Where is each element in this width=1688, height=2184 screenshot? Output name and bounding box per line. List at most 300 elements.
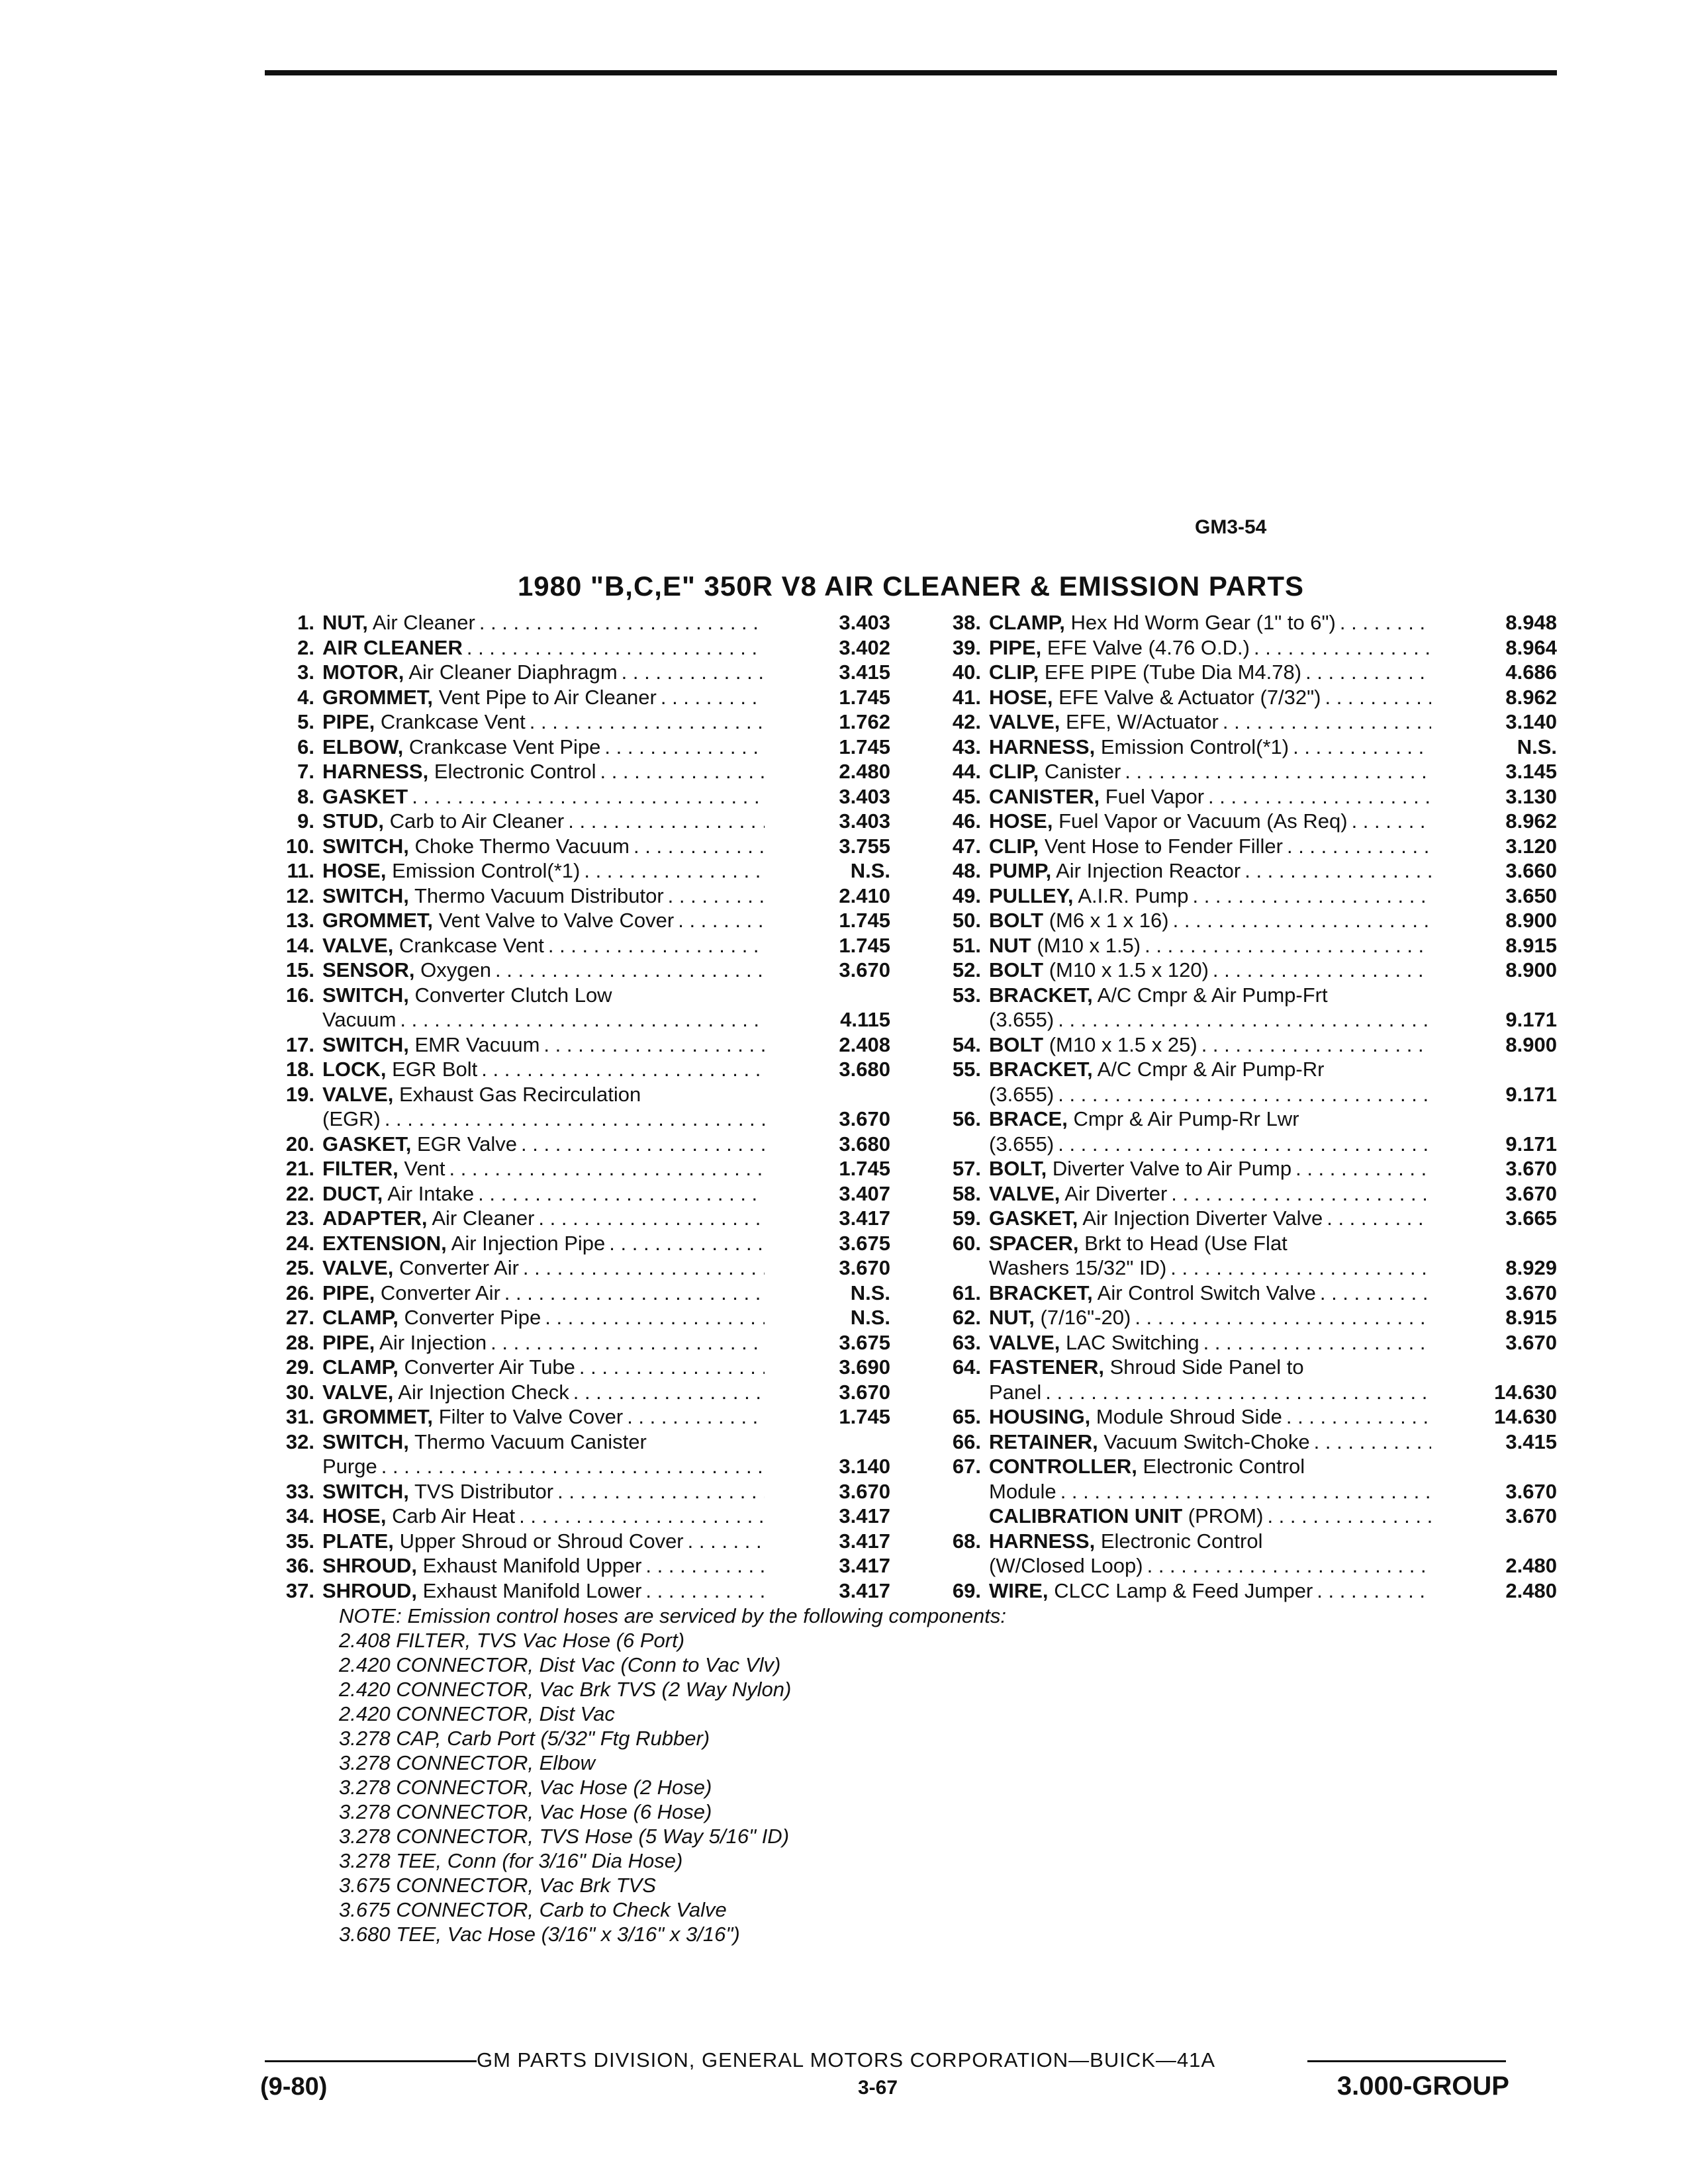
part-detail: Cmpr & Air Pump-Rr Lwr [1073, 1107, 1299, 1130]
item-description [322, 1132, 765, 1157]
part-name: ELBOW, [322, 735, 404, 758]
part-name: CALIBRATION UNIT [989, 1504, 1183, 1527]
leader-dots [412, 784, 765, 809]
item-number: 20. [285, 1132, 314, 1156]
part-item [927, 1305, 1562, 1330]
note-line: 3.675 CONNECTOR, Carb to Check Valve [339, 1898, 727, 1921]
item-number: 34. [285, 1504, 314, 1527]
part-item [927, 635, 1562, 660]
part-detail: EFE, W/Actuator [1066, 710, 1219, 733]
part-detail: Hex Hd Worm Gear (1" to 6") [1070, 611, 1336, 634]
part-item [927, 884, 1562, 909]
part-detail: Carb to Air Cleaner [389, 809, 565, 833]
leader-dots [1058, 1082, 1431, 1107]
item-number: 60. [952, 1231, 981, 1255]
group-number: 3.403 [839, 784, 890, 808]
item-description [322, 1529, 765, 1554]
part-item [260, 1231, 896, 1256]
part-name: RETAINER, [989, 1430, 1098, 1453]
part-name: NUT [989, 933, 1031, 957]
part-detail: (7/16"-20) [1040, 1306, 1131, 1329]
part-name: PIPE, [322, 1281, 375, 1304]
part-name: VALVE, [989, 1330, 1060, 1354]
item-number: 59. [952, 1206, 981, 1230]
item-number: 9. [297, 809, 314, 833]
item-description [322, 660, 765, 685]
part-name: BOLT [989, 909, 1044, 932]
group-number: 3.755 [839, 834, 890, 858]
item-number: 57. [952, 1157, 981, 1180]
item-number: 2. [297, 635, 314, 659]
part-item [260, 685, 896, 710]
part-name: GROMMET, [322, 1405, 434, 1428]
part-name: WIRE, [989, 1578, 1049, 1602]
group-number: 3.690 [839, 1355, 890, 1379]
leader-dots [479, 610, 765, 635]
group-number: 1.745 [839, 735, 890, 758]
group-number: 3.415 [839, 660, 890, 684]
part-name: BOLT, [989, 1157, 1047, 1180]
item-description [322, 1156, 765, 1181]
group-number: 3.680 [839, 1132, 890, 1156]
item-number: 11. [287, 859, 314, 882]
item-number: 37. [285, 1578, 314, 1602]
part-item [927, 1206, 1562, 1231]
item-description [989, 1032, 1431, 1058]
part-item [260, 1032, 896, 1058]
note-line: 3.278 CONNECTOR, TVS Hose (5 Way 5/16" ID) [339, 1825, 790, 1848]
item-number: 26. [285, 1281, 314, 1304]
item-number: 32. [285, 1430, 314, 1453]
note-heading: NOTE: Emission control hoses are serviced by the following components: [339, 1604, 1006, 1627]
group-number: 1.745 [839, 1405, 890, 1428]
group-number: 1.745 [839, 1157, 890, 1180]
group-number: 3.140 [839, 1455, 890, 1478]
part-item [927, 1529, 1562, 1578]
part-item [260, 933, 896, 958]
part-item [260, 1206, 896, 1231]
group-number: 3.140 [1505, 710, 1557, 733]
group-number: 3.670 [1505, 1504, 1557, 1527]
item-number: 44. [952, 760, 981, 783]
item-number: 56. [952, 1107, 981, 1130]
part-detail: Canister [1044, 760, 1121, 783]
part-name: VALVE, [989, 710, 1060, 733]
leader-dots [1208, 784, 1431, 809]
note-line: 3.278 CONNECTOR, Vac Hose (2 Hose) [339, 1776, 712, 1799]
part-item [927, 784, 1562, 809]
item-number: 28. [285, 1330, 314, 1354]
group-number: 8.915 [1505, 1306, 1557, 1329]
item-number: 1. [297, 611, 314, 634]
part-name: PULLEY, [989, 884, 1074, 907]
item-number: 29. [285, 1355, 314, 1379]
group-number: 3.665 [1505, 1206, 1557, 1230]
part-item [260, 1281, 896, 1306]
leader-dots [627, 1404, 765, 1430]
leader-dots [481, 1057, 765, 1082]
item-description [322, 1380, 765, 1405]
item-description [989, 1454, 1431, 1504]
part-detail: (M10 x 1.5 x 120) [1049, 958, 1209, 981]
part-item [927, 660, 1562, 685]
part-name: SHROUD, [322, 1578, 417, 1602]
part-item [260, 1082, 896, 1132]
part-detail: (M6 x 1 x 16) [1049, 909, 1169, 932]
leader-dots [1244, 858, 1431, 884]
part-detail: Panel [989, 1380, 1042, 1404]
part-name: BRACE, [989, 1107, 1068, 1130]
group-number: 9.171 [1505, 1008, 1557, 1031]
item-number: 18. [285, 1058, 314, 1081]
part-item [260, 735, 896, 760]
part-detail: Vent Pipe to Air Cleaner [438, 685, 657, 709]
part-detail: Purge [322, 1455, 377, 1478]
part-name: SWITCH, [322, 983, 409, 1007]
part-item [927, 759, 1562, 784]
part-name: BOLT [989, 1032, 1044, 1056]
item-description [989, 908, 1431, 933]
item-description [322, 1404, 765, 1430]
part-item [260, 1479, 896, 1504]
group-number: 14.630 [1494, 1405, 1557, 1428]
part-detail: Crankcase Vent [380, 710, 526, 733]
item-description [989, 1504, 1431, 1529]
part-detail: Fuel Vapor or Vacuum (As Req) [1058, 809, 1348, 833]
item-description [322, 983, 765, 1032]
item-description [322, 1181, 765, 1206]
group-number: 2.480 [839, 760, 890, 783]
part-name: CONTROLLER, [989, 1455, 1137, 1478]
part-item [260, 884, 896, 909]
note-line: 2.408 FILTER, TVS Vac Hose (6 Port) [339, 1629, 685, 1652]
item-number: 54. [952, 1032, 981, 1056]
part-item [927, 1404, 1562, 1430]
part-detail: Electronic Control [434, 760, 596, 783]
part-item [260, 1578, 896, 1604]
part-name: CANISTER, [989, 784, 1100, 808]
item-description [322, 834, 765, 859]
leader-dots [1340, 610, 1431, 635]
item-description [989, 1305, 1431, 1330]
note-line: 3.675 CONNECTOR, Vac Brk TVS [339, 1874, 656, 1897]
part-item [260, 1305, 896, 1330]
part-detail: Electronic Control [1143, 1455, 1305, 1478]
part-name: BOLT [989, 958, 1044, 981]
part-name: PIPE, [989, 635, 1042, 659]
part-detail: A.I.R. Pump [1078, 884, 1189, 907]
leader-dots [545, 1305, 765, 1330]
part-detail: EGR Bolt [392, 1058, 478, 1081]
item-number: 22. [285, 1181, 314, 1205]
part-name: VALVE, [322, 933, 394, 957]
leader-dots [668, 884, 765, 909]
leader-dots [1293, 735, 1431, 760]
item-number: 39. [952, 635, 981, 659]
item-description [322, 1281, 765, 1306]
group-number: 3.407 [839, 1181, 890, 1205]
part-item [927, 1032, 1562, 1058]
part-item [260, 908, 896, 933]
item-description [322, 908, 765, 933]
leader-dots [584, 858, 765, 884]
group-number: 3.670 [839, 1380, 890, 1404]
part-detail: Module Shroud Side [1096, 1405, 1282, 1428]
note-line: 3.680 TEE, Vac Hose (3/16" x 3/16" x 3/16") [339, 1923, 740, 1946]
part-item [927, 1578, 1562, 1604]
item-description [989, 685, 1431, 710]
leader-dots [1203, 1330, 1431, 1355]
item-number: 48. [952, 859, 981, 882]
group-number: 3.417 [839, 1206, 890, 1230]
item-description [989, 834, 1431, 859]
item-description [322, 958, 765, 983]
item-number: 5. [297, 710, 314, 733]
leader-dots [645, 1553, 765, 1578]
part-detail: Choke Thermo Vacuum [414, 834, 630, 858]
part-detail: Air Injection [379, 1330, 487, 1354]
leader-dots [385, 1107, 765, 1132]
item-description [322, 685, 765, 710]
leader-dots [1286, 1404, 1431, 1430]
part-name: HOSE, [322, 859, 387, 882]
leader-dots [1125, 759, 1431, 784]
item-number: 23. [285, 1206, 314, 1230]
part-name: SWITCH, [322, 1430, 409, 1453]
part-detail: (3.655) [989, 1082, 1055, 1106]
footer-group: 3.000-GROUP [1336, 2071, 1509, 2101]
leader-dots [678, 908, 765, 933]
item-description [989, 635, 1431, 660]
part-detail: EFE PIPE (Tube Dia M4.78) [1044, 660, 1302, 684]
item-description [989, 784, 1431, 809]
item-description [989, 858, 1431, 884]
part-detail: Air Intake [387, 1181, 475, 1205]
item-description [322, 809, 765, 834]
leader-dots [688, 1529, 765, 1554]
part-item [927, 958, 1562, 983]
part-detail: Vacuum [322, 1008, 397, 1031]
leader-dots [579, 1355, 765, 1380]
leader-dots [1295, 1156, 1431, 1181]
item-description [322, 1355, 765, 1380]
item-description [989, 933, 1431, 958]
part-name: CLIP, [989, 760, 1039, 783]
leader-dots [478, 1181, 765, 1206]
item-description [322, 933, 765, 958]
group-number: 3.660 [1505, 859, 1557, 882]
parts-list-left [260, 610, 896, 1603]
part-name: GROMMET, [322, 685, 434, 709]
part-item [260, 1156, 896, 1181]
part-name: PIPE, [322, 710, 375, 733]
footer-rule-right [1307, 2060, 1506, 2062]
part-name: SWITCH, [322, 1479, 409, 1503]
part-name: PIPE, [322, 1330, 375, 1354]
part-name: VALVE, [322, 1380, 394, 1404]
part-name: VALVE, [322, 1082, 394, 1106]
part-name: HOUSING, [989, 1405, 1091, 1428]
item-number: 52. [952, 958, 981, 981]
part-item [260, 784, 896, 809]
leader-dots [1171, 1181, 1431, 1206]
item-number: 55. [952, 1058, 981, 1081]
group-number: 1.762 [839, 710, 890, 733]
item-number: 10. [285, 834, 314, 858]
item-description [322, 709, 765, 735]
item-description [989, 610, 1431, 635]
part-detail: Exhaust Manifold Lower [422, 1578, 642, 1602]
item-description [989, 660, 1431, 685]
item-description [989, 1281, 1431, 1306]
item-number: 24. [285, 1231, 314, 1255]
group-number: 3.417 [839, 1529, 890, 1553]
item-description [989, 884, 1431, 909]
group-number: 8.929 [1505, 1256, 1557, 1279]
part-name: BRACKET, [989, 983, 1093, 1007]
part-name: ADAPTER, [322, 1206, 428, 1230]
part-detail: Vent Valve to Valve Cover [438, 909, 675, 932]
part-item [260, 1529, 896, 1554]
leader-dots [381, 1454, 765, 1479]
leader-dots [573, 1380, 765, 1405]
item-description [322, 759, 765, 784]
part-item [260, 1132, 896, 1157]
group-number: 8.948 [1505, 611, 1557, 634]
part-item [927, 1107, 1562, 1156]
part-detail: Carb Air Heat [392, 1504, 516, 1527]
part-detail: Oxygen [420, 958, 491, 981]
part-detail: Diverter Valve to Air Pump [1052, 1157, 1292, 1180]
part-detail: Washers 15/32" ID) [989, 1256, 1167, 1279]
item-description [989, 809, 1431, 834]
part-name: GASKET, [322, 1132, 412, 1156]
item-number: 4. [297, 685, 314, 709]
group-number: 9.171 [1505, 1082, 1557, 1106]
item-number: 36. [285, 1554, 314, 1577]
item-description [322, 1305, 765, 1330]
item-description [989, 1206, 1431, 1231]
part-detail: EFE Valve (4.76 O.D.) [1047, 635, 1250, 659]
group-number: 3.670 [1505, 1181, 1557, 1205]
item-description [322, 735, 765, 760]
leader-dots [1320, 1281, 1431, 1306]
part-item [260, 1504, 896, 1529]
part-detail: Converter Air [399, 1256, 519, 1279]
item-number: 27. [285, 1306, 314, 1329]
item-description [322, 1430, 765, 1479]
item-number: 64. [952, 1355, 981, 1379]
group-number: 4.686 [1505, 660, 1557, 684]
part-detail: (3.655) [989, 1132, 1055, 1156]
item-number: 7. [297, 760, 314, 783]
item-description [322, 1032, 765, 1058]
part-item [260, 1553, 896, 1578]
note-line: 3.278 CONNECTOR, Elbow [339, 1751, 596, 1774]
leader-dots [609, 1231, 765, 1256]
item-number: 58. [952, 1181, 981, 1205]
group-number: 8.900 [1505, 958, 1557, 981]
part-detail: Air Injection Check [398, 1380, 569, 1404]
item-description [989, 1578, 1431, 1604]
part-item [260, 709, 896, 735]
part-item [260, 958, 896, 983]
part-name: SWITCH, [322, 834, 409, 858]
item-description [322, 1255, 765, 1281]
part-name: SWITCH, [322, 884, 409, 907]
part-detail: EMR Vacuum [414, 1032, 540, 1056]
item-description [989, 1057, 1431, 1107]
part-name: HARNESS, [989, 735, 1096, 758]
leader-dots [521, 1132, 765, 1157]
item-description [322, 610, 765, 635]
group-number: N.S. [850, 1281, 890, 1304]
part-item [260, 1355, 896, 1380]
item-description [322, 884, 765, 909]
leader-dots [600, 759, 765, 784]
group-number: 3.417 [839, 1578, 890, 1602]
page-title: 1980 "B,C,E" 350R V8 AIR CLEANER & EMISSION PARTS [517, 570, 1305, 602]
part-name: CLIP, [989, 660, 1039, 684]
item-description [322, 1479, 765, 1504]
item-description [989, 735, 1431, 760]
group-number: 2.408 [839, 1032, 890, 1056]
part-name: CLIP, [989, 834, 1039, 858]
item-description [989, 759, 1431, 784]
part-detail: Vacuum Switch-Choke [1103, 1430, 1310, 1453]
item-description [989, 1181, 1431, 1206]
group-number: 3.670 [1505, 1479, 1557, 1503]
leader-dots [557, 1479, 765, 1504]
part-name: EXTENSION, [322, 1231, 447, 1255]
leader-dots [1147, 1553, 1431, 1578]
group-number: 3.417 [839, 1554, 890, 1577]
leader-dots [1213, 958, 1431, 983]
leader-dots [604, 735, 765, 760]
part-name: PLATE, [322, 1529, 394, 1553]
leader-dots [495, 958, 765, 983]
leader-dots [1317, 1578, 1431, 1604]
part-detail: Air Cleaner Diaphragm [408, 660, 618, 684]
item-description [989, 1231, 1431, 1281]
item-description [322, 1553, 765, 1578]
part-item [927, 1430, 1562, 1455]
item-description [989, 1330, 1431, 1355]
part-detail: Exhaust Manifold Upper [422, 1554, 642, 1577]
part-item [927, 1355, 1562, 1404]
item-number: 19. [285, 1082, 314, 1106]
part-name: GASKET, [989, 1206, 1078, 1230]
group-number: 3.145 [1505, 760, 1557, 783]
part-detail: Air Cleaner [372, 611, 475, 634]
item-number: 25. [285, 1256, 314, 1279]
leader-dots [1223, 709, 1431, 735]
leader-dots [1314, 1430, 1431, 1455]
group-number: 8.964 [1505, 635, 1557, 659]
part-item [927, 709, 1562, 735]
footer-page-number: 3-67 [858, 2077, 898, 2099]
leader-dots [1201, 1032, 1431, 1058]
part-detail: (M10 x 1.5) [1037, 933, 1141, 957]
item-number: 62. [952, 1306, 981, 1329]
part-detail: Vent Hose to Fender Filler [1044, 834, 1283, 858]
item-number: 21. [285, 1157, 314, 1180]
part-detail: Emission Control(*1) [1100, 735, 1289, 758]
part-item [260, 610, 896, 635]
part-detail: Fuel Vapor [1105, 784, 1205, 808]
item-description [322, 784, 765, 809]
part-name: FASTENER, [989, 1355, 1104, 1379]
